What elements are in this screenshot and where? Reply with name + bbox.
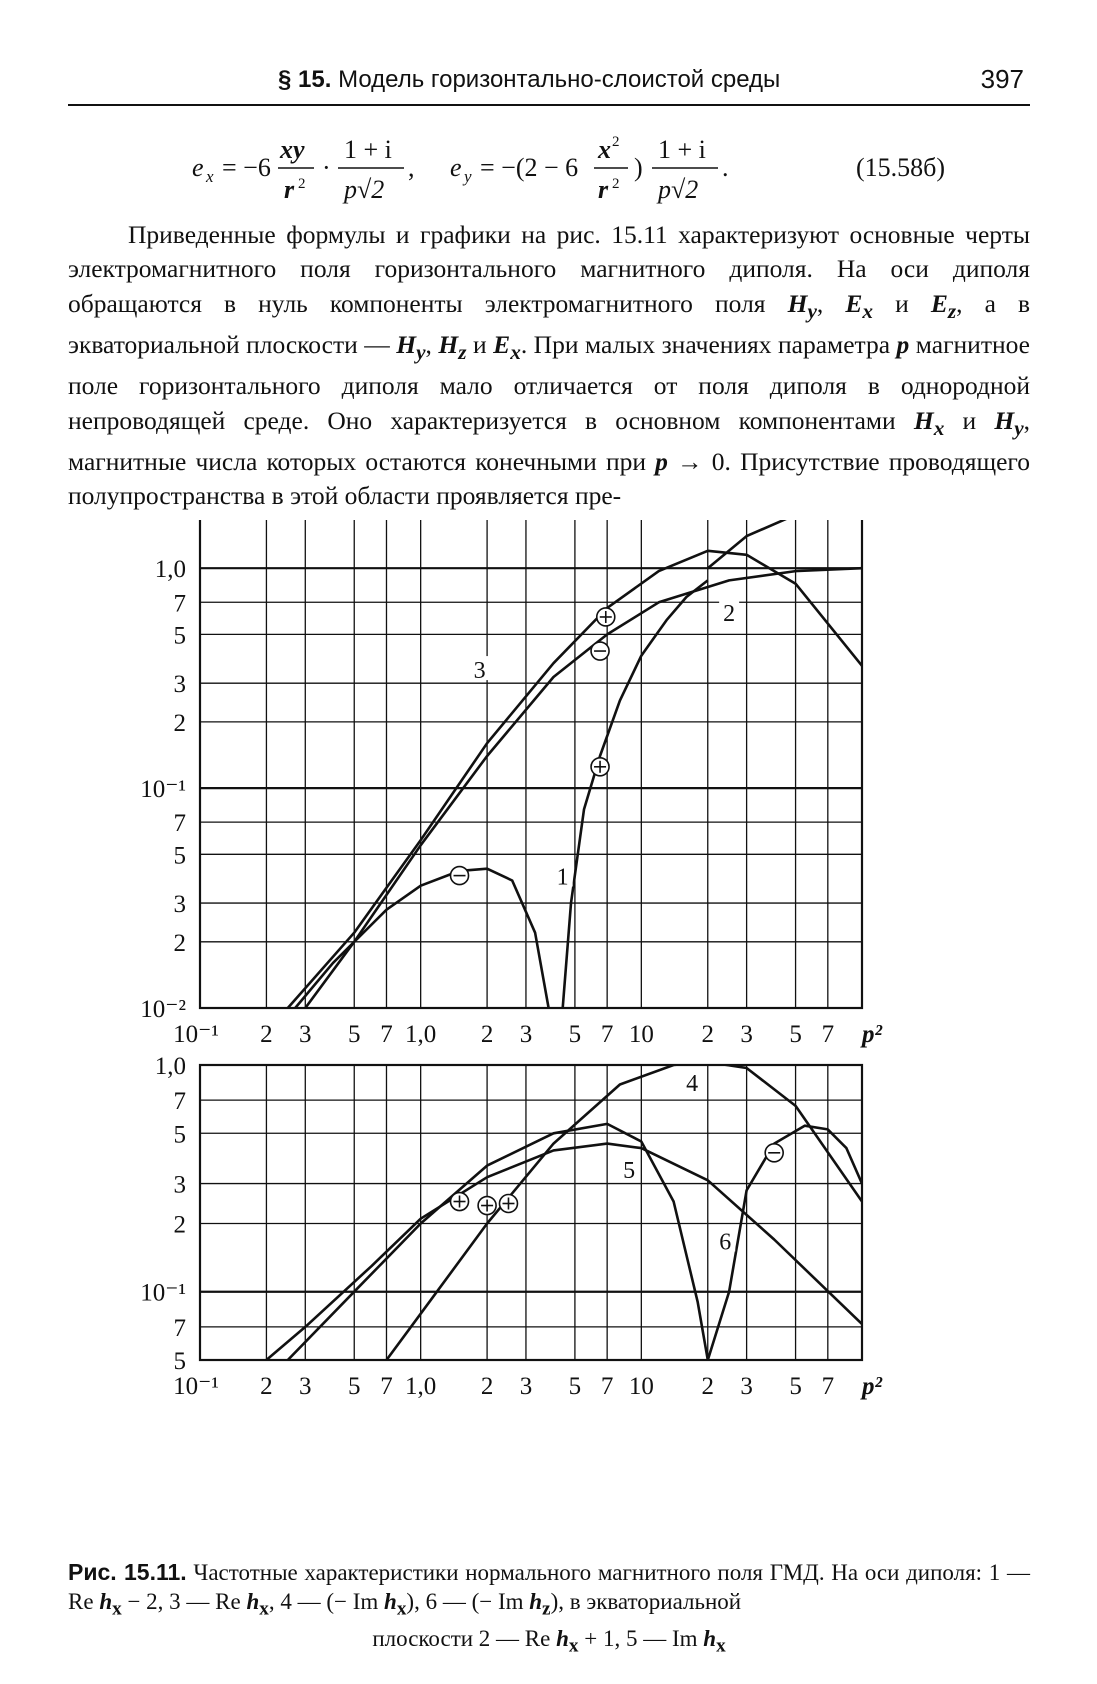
minus-sign-marker (591, 642, 609, 660)
x-tick-label: 3 (299, 1021, 312, 1048)
plot-frame (200, 1065, 862, 1360)
y-tick-label: 1,0 (154, 556, 186, 584)
y-tick-label: 3 (173, 1171, 186, 1199)
svg-text:.: . (722, 153, 729, 182)
y-tick-label: 7 (173, 1088, 186, 1116)
plus-sign-marker (478, 1197, 496, 1215)
x-tick-label: 1,0 (405, 1021, 437, 1048)
figure-15-11 (0, 520, 1097, 1550)
y-tick-label: 5 (173, 622, 186, 650)
plus-sign-marker (597, 608, 615, 626)
x-tick-label: 10⁻¹ (173, 1373, 219, 1400)
y-tick-label: 3 (173, 671, 186, 699)
svg-text:): ) (634, 153, 643, 182)
x-tick-label: 7 (600, 1021, 614, 1048)
y-tick-label: 10⁻² (140, 996, 186, 1023)
y-tick-label: 5 (173, 1348, 186, 1375)
x-tick-label: 7 (821, 1373, 835, 1400)
x-tick-label: 7 (600, 1373, 614, 1400)
plot-frame (200, 520, 862, 1008)
section-title: Модель горизонтально-слоистой среды (338, 66, 781, 93)
ex-denominator: r (284, 175, 295, 204)
caption-label: Рис. 15.11. (68, 1559, 187, 1585)
figure-caption: Рис. 15.11. Частотные характеристики нормального магнитного поля ГМД. На оси диполя: 1 — Re $h_x - 2$, 3 — Re $h_x$, 4 — (− Im $h_x$), 6 — (− Im $h_z$), в экваториальной плоскости 2 — Re $h_x + 1$, 5 — Im $h_x$ (68, 1558, 1030, 1660)
x-tick-label: 5 (789, 1373, 802, 1400)
ex-symbol: e (192, 153, 204, 182)
ex-frac-numerator: 1 + i (344, 135, 392, 164)
y-tick-label: 1,0 (154, 1053, 186, 1080)
plus-sign-marker (591, 758, 609, 776)
ex-subscript: x (206, 167, 214, 186)
caption-last-line: плоскости 2 — Re $h_x + 1$, 5 — Im $h_x$ (372, 1625, 726, 1657)
x-tick-label: 2 (701, 1021, 715, 1048)
ey-expression: = −(2 − 6 (480, 153, 579, 182)
x-tick-label: 10 (628, 1373, 654, 1400)
running-header (68, 60, 1030, 106)
curve-label-4: 4 (686, 1070, 699, 1097)
y-tick-label: 2 (173, 709, 186, 737)
x-tick-label: 7 (380, 1021, 393, 1048)
y-tick-label: 2 (173, 1211, 186, 1239)
x-tick-label: 3 (740, 1021, 753, 1048)
page-number: 397 (980, 64, 1024, 94)
svg-text:2: 2 (298, 176, 306, 192)
y-tick-label: 7 (173, 810, 186, 838)
ey-frac-numerator: 1 + i (658, 135, 706, 164)
ey-numerator: x (598, 135, 611, 164)
y-tick-label: 7 (173, 590, 186, 618)
x-tick-label: p² (862, 1021, 882, 1048)
x-tick-label: 3 (519, 1373, 533, 1400)
curve-label-6: 6 (719, 1229, 732, 1256)
x-tick-label: 7 (380, 1373, 393, 1400)
x-tick-label: p² (862, 1373, 882, 1400)
x-tick-label: 2 (480, 1021, 494, 1048)
x-tick-label: 5 (347, 1021, 361, 1048)
x-tick-label: 2 (480, 1373, 494, 1400)
y-tick-label: 2 (173, 929, 186, 957)
x-tick-label: 3 (299, 1373, 312, 1400)
svg-text:2: 2 (612, 176, 620, 192)
plus-sign-marker (451, 1193, 469, 1211)
series-line-1 (563, 580, 708, 1008)
x-tick-label: 1,0 (405, 1373, 437, 1400)
curve-label-5: 5 (623, 1158, 636, 1185)
minus-sign-marker (765, 1144, 783, 1162)
ey-frac-denominator: p√2 (658, 175, 699, 204)
series-line-1 (295, 869, 548, 1008)
x-tick-label: 2 (260, 1373, 273, 1400)
ey-subscript: y (464, 167, 472, 186)
x-tick-label: 3 (740, 1373, 753, 1400)
running-title (278, 66, 780, 94)
x-tick-label: 2 (260, 1021, 273, 1048)
x-tick-label: 10⁻¹ (173, 1021, 219, 1048)
equation-number: (15.58б) (856, 153, 946, 182)
chart-bottom (140, 1053, 882, 1400)
ex-frac-denominator: p√2 (344, 175, 385, 204)
y-tick-label: 5 (173, 1121, 186, 1149)
y-tick-label: 3 (173, 891, 186, 919)
body-paragraph (68, 218, 1030, 514)
section-number: § 15. (278, 66, 332, 93)
series-line-unlabeled (708, 520, 862, 568)
minus-sign-marker (451, 867, 469, 885)
x-tick-label: 10 (628, 1021, 654, 1048)
svg-text:2: 2 (612, 134, 620, 150)
curve-label-1: 1 (556, 864, 569, 891)
ey-denominator: r (598, 175, 609, 204)
ex-numerator: xy (280, 135, 305, 164)
y-tick-label: 5 (173, 842, 186, 870)
x-tick-label: 3 (519, 1021, 533, 1048)
curve-label-2: 2 (723, 600, 736, 627)
paragraph-text: Приведенные формулы и графики на рис. 15.11 характеризуют основные черты электромагнитного поля горизонтального магнитного диполя. На оси диполя обращаются в нуль компоненты электромагнитного поля $H_y$, $E_x$ и $E_z$, а в экваториальной плоскости — $H_y$, $H_z$ и $E_x$. При малых значениях параметра p магнитное поле горизонтального диполя мало отличается от поля диполя в однородной непроводящей среде. Оно характеризуется в основном компонентами $H_x$ и $H_y$, магнитные числа которых остаются конечными при p → 0. Присутствие проводящего полупространства в этой области проявляется пре- (68, 220, 1031, 511)
svg-text:,: , (408, 153, 415, 182)
curve-label-3: 3 (473, 658, 486, 685)
x-tick-label: 5 (568, 1373, 582, 1400)
equation-15-58b (68, 124, 1030, 204)
x-tick-label: 5 (347, 1373, 361, 1400)
y-tick-label: 10⁻¹ (140, 776, 186, 804)
ex-coefficient: = −6 (222, 153, 271, 182)
x-tick-label: 2 (701, 1373, 715, 1400)
dot: · (322, 153, 331, 182)
y-tick-label: 7 (173, 1314, 186, 1342)
x-tick-label: 7 (821, 1021, 835, 1048)
series-line-5 (266, 1144, 862, 1360)
series-line-6 (288, 1124, 708, 1360)
ey-symbol: e (450, 153, 462, 182)
x-tick-label: 5 (789, 1021, 802, 1048)
y-tick-label: 10⁻¹ (140, 1279, 186, 1307)
x-tick-label: 5 (568, 1021, 582, 1048)
plus-sign-marker (499, 1195, 517, 1213)
chart-top (140, 520, 882, 1048)
